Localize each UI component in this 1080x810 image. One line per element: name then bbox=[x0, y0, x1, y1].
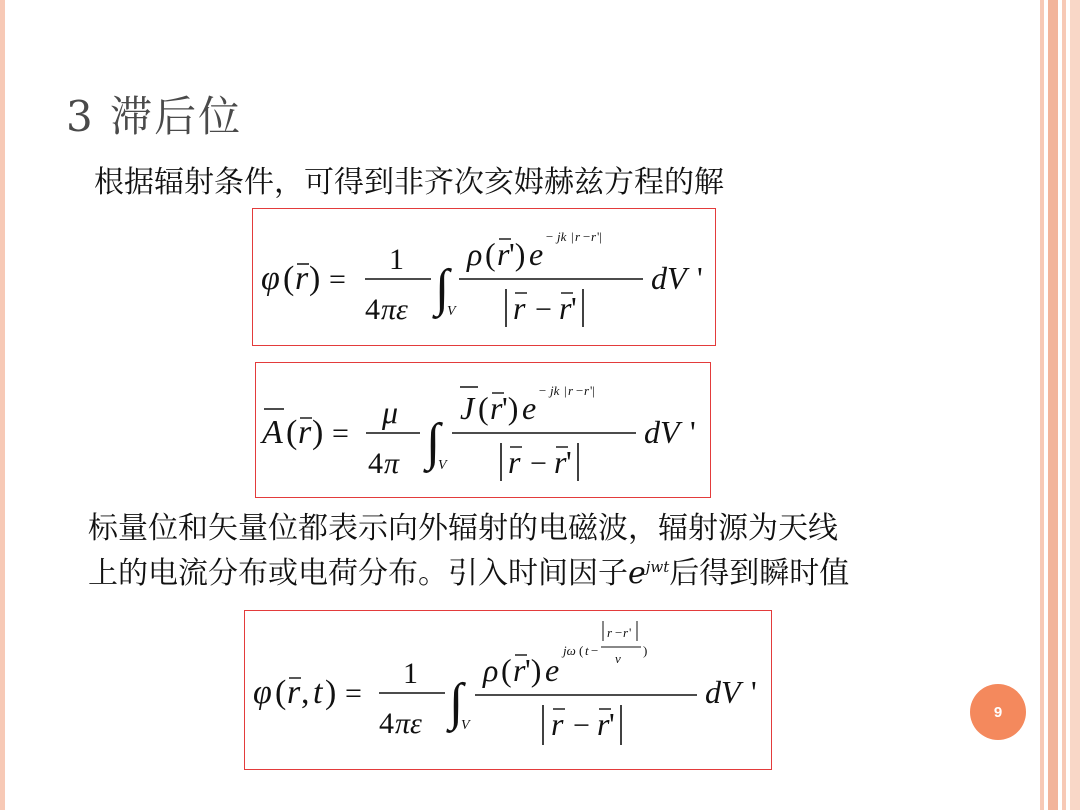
svg-text:r: r bbox=[490, 390, 503, 426]
svg-text:r: r bbox=[607, 625, 613, 640]
svg-text:r: r bbox=[287, 674, 301, 711]
paragraph-retarded-potential-explanation bbox=[88, 510, 1028, 593]
svg-text:r: r bbox=[551, 706, 564, 742]
svg-text:,: , bbox=[301, 674, 310, 711]
svg-text:∫: ∫ bbox=[435, 260, 450, 317]
svg-text:π: π bbox=[384, 447, 400, 480]
svg-text:|: | bbox=[571, 229, 574, 244]
svg-text:dV: dV bbox=[651, 260, 687, 296]
svg-text:πε: πε bbox=[395, 707, 422, 740]
svg-text:−: − bbox=[530, 447, 547, 480]
svg-text:−: − bbox=[535, 293, 552, 326]
svg-text:∫: ∫ bbox=[449, 674, 464, 731]
svg-text:'|: '| bbox=[590, 383, 595, 398]
svg-text:': ' bbox=[697, 260, 703, 296]
svg-text:r: r bbox=[513, 290, 526, 326]
svg-text:): ) bbox=[325, 674, 337, 711]
svg-text:'): ') bbox=[509, 236, 526, 272]
svg-text:(: ( bbox=[286, 414, 298, 451]
svg-text:r: r bbox=[298, 414, 312, 451]
svg-text:−: − bbox=[573, 709, 590, 742]
svg-text:r: r bbox=[623, 625, 629, 640]
svg-text:e: e bbox=[545, 652, 560, 688]
svg-text:r: r bbox=[513, 652, 526, 688]
svg-text:φ: φ bbox=[261, 260, 280, 297]
frame-right-stripe bbox=[1040, 0, 1044, 810]
svg-text:4: 4 bbox=[379, 707, 394, 740]
svg-text:ρ: ρ bbox=[483, 652, 499, 688]
svg-text:dV: dV bbox=[644, 414, 680, 450]
svg-text:πε: πε bbox=[381, 293, 408, 326]
svg-text:|: | bbox=[564, 383, 567, 398]
paragraph-line-2 bbox=[88, 548, 1028, 593]
slide-title: 3 滞后位 bbox=[66, 92, 243, 141]
svg-text:φ: φ bbox=[253, 674, 272, 711]
frame-right-stripe bbox=[1062, 0, 1066, 810]
equation-instantaneous-potential bbox=[244, 610, 772, 770]
svg-text:(: ( bbox=[485, 236, 496, 272]
svg-text:1: 1 bbox=[389, 243, 404, 276]
svg-text:): ) bbox=[312, 414, 324, 451]
equation-scalar-potential-graphic bbox=[253, 209, 715, 345]
svg-text:'): ') bbox=[525, 652, 542, 688]
svg-text:r: r bbox=[508, 444, 521, 480]
svg-text:r: r bbox=[568, 383, 574, 398]
svg-text:dV: dV bbox=[705, 674, 741, 710]
page-number-badge: 9 bbox=[970, 684, 1026, 740]
svg-text:(: ( bbox=[579, 643, 584, 658]
svg-text:r: r bbox=[559, 290, 572, 326]
svg-text:': ' bbox=[751, 674, 757, 710]
svg-text:−: − bbox=[576, 383, 584, 398]
svg-text:': ' bbox=[566, 444, 572, 480]
svg-text:v: v bbox=[615, 651, 621, 666]
svg-text:4: 4 bbox=[368, 447, 383, 480]
svg-text:r: r bbox=[597, 706, 610, 742]
svg-text:∫: ∫ bbox=[426, 414, 441, 471]
svg-text:=: = bbox=[332, 417, 349, 450]
svg-text:V: V bbox=[461, 718, 470, 733]
svg-text:V: V bbox=[438, 458, 447, 473]
svg-text:4: 4 bbox=[365, 293, 380, 326]
svg-text:': ' bbox=[690, 414, 696, 450]
equation-scalar-potential bbox=[252, 208, 716, 346]
paragraph-radiation-condition: 根据辐射条件，可得到非齐次亥姆赫兹方程的解 bbox=[94, 165, 724, 200]
svg-text:e: e bbox=[522, 390, 537, 426]
svg-text:r: r bbox=[497, 236, 510, 272]
svg-text:=: = bbox=[345, 677, 362, 710]
svg-text:r: r bbox=[591, 229, 597, 244]
svg-text:r: r bbox=[554, 444, 567, 480]
equation-vector-potential bbox=[255, 362, 711, 498]
svg-text:− jk: − jk bbox=[538, 383, 560, 398]
svg-text:(: ( bbox=[283, 260, 295, 297]
svg-text:=: = bbox=[329, 263, 346, 296]
svg-text:J: J bbox=[460, 390, 475, 426]
svg-text:−: − bbox=[591, 643, 599, 658]
svg-text:t: t bbox=[585, 643, 589, 658]
frame-right-stripe bbox=[1048, 0, 1058, 810]
paragraph-line-1: 标量位和矢量位都表示向外辐射的电磁波，辐射源为天线 bbox=[88, 511, 838, 546]
svg-text:'): ') bbox=[502, 390, 519, 426]
svg-text:): ) bbox=[309, 260, 321, 297]
paragraph-line-2-suffix: 后得到瞬时值 bbox=[669, 556, 850, 591]
frame-right-stripe bbox=[1070, 0, 1080, 810]
svg-text:V: V bbox=[447, 304, 456, 319]
paragraph-line-2-prefix: 上的电流分布或电荷分布。引入时间因子 bbox=[88, 556, 628, 591]
svg-text:': ' bbox=[571, 290, 577, 326]
svg-text:): ) bbox=[643, 643, 648, 658]
svg-text:(: ( bbox=[501, 652, 512, 688]
equation-instantaneous-potential-graphic bbox=[245, 611, 771, 769]
svg-text:': ' bbox=[609, 706, 615, 742]
svg-text:(: ( bbox=[478, 390, 489, 426]
svg-text:− jk: − jk bbox=[545, 229, 567, 244]
svg-text:e: e bbox=[529, 236, 544, 272]
svg-text:ρ: ρ bbox=[467, 236, 483, 272]
svg-text:−: − bbox=[615, 625, 623, 640]
svg-text:A: A bbox=[262, 414, 283, 451]
time-factor-base: e bbox=[628, 556, 646, 591]
svg-text:jω: jω bbox=[563, 643, 576, 658]
svg-text:': ' bbox=[629, 625, 632, 640]
svg-text:r: r bbox=[584, 383, 590, 398]
svg-text:(: ( bbox=[275, 674, 287, 711]
frame-left-stripe bbox=[0, 0, 5, 810]
svg-text:−: − bbox=[583, 229, 591, 244]
svg-text:t: t bbox=[313, 674, 323, 711]
svg-text:r: r bbox=[295, 260, 309, 297]
svg-text:'|: '| bbox=[597, 229, 602, 244]
svg-text:μ: μ bbox=[382, 394, 399, 430]
time-factor-exponent: jwt bbox=[645, 558, 670, 576]
equation-vector-potential-graphic bbox=[256, 363, 710, 497]
svg-text:r: r bbox=[575, 229, 581, 244]
svg-text:1: 1 bbox=[403, 657, 418, 690]
